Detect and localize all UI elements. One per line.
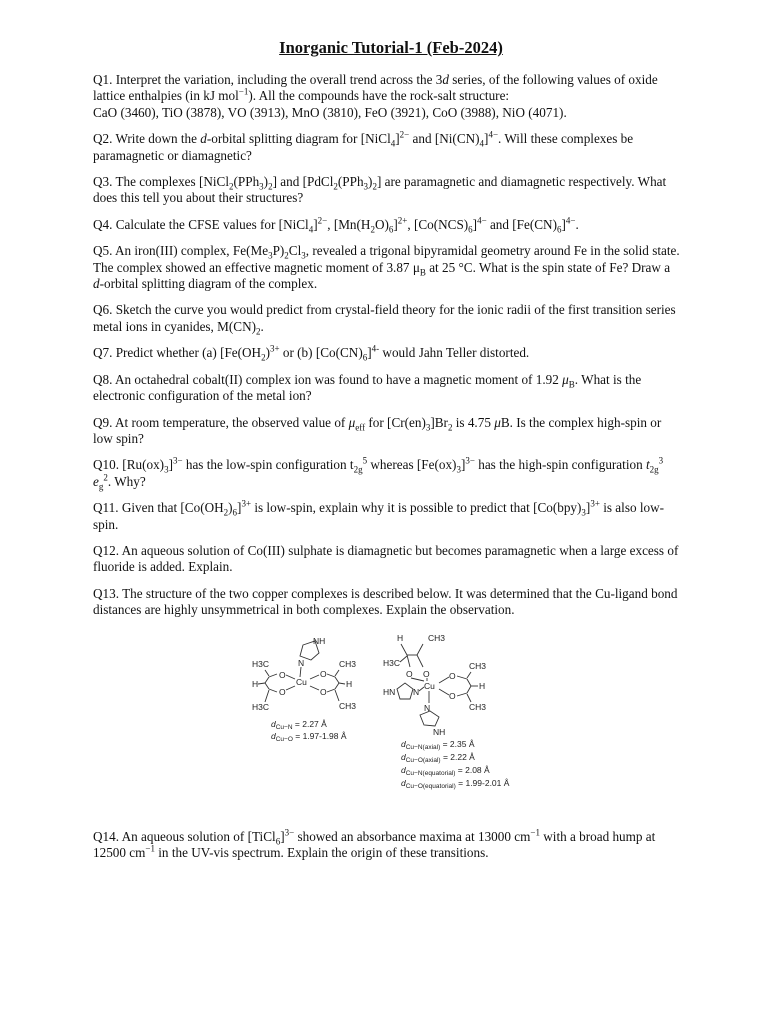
svg-text:CH3: CH3: [469, 701, 487, 712]
copper-complexes-structures: [93, 629, 683, 807]
svg-text:N: N: [413, 686, 420, 697]
question-q5: Q5. An iron(III) complex, $Fe(Me_3P)_2Cl_3$, revealed a trigonal bipyramidal geometry around Fe in the solid state. The complex showed an effective magnetic moment of 3.87 $\mu_B$ at 25 °C. What is the spin state of Fe? Draw a d-orbital splitting diagram of the complex.: [93, 243, 680, 292]
question-q1: Q1. Interpret the variation, including the overall trend across the 3d series, of the following values of oxide lattice enthalpies (in kJ mol$^{-1}$). All the compounds have the rock-salt structure: CaO (3460), TiO (3878), VO (3913), MnO (3810), FeO (3921), CoO (3988), NiO (4071).: [93, 72, 658, 120]
svg-text:NH: NH: [313, 635, 326, 646]
left-complex-structure: [252, 636, 356, 743]
question-q3: Q3. The complexes $[NiCl_2(PPh_3)_2]$ and $[PdCl_2(PPh_3)_2]$ are paramagnetic and diamagnetic respectively. What does this tell you about their structures?: [93, 174, 667, 206]
svg-text:O: O: [406, 668, 413, 679]
svg-text:dCu−O = 1.97-1.98 Å: $d_{Cu-O} = 1.97-1.98$ Å: [271, 730, 347, 743]
svg-text:O: O: [279, 669, 286, 680]
question-q10: Q10. $[Ru(ox)_3]^{3-}$ has the low-spin configuration $t_{2g}^5$ whereas $[Fe(ox)_3]^{3-}$ has the high-spin configuration $t_{2g}^3$ $e_g^2$. Why?: [93, 455, 664, 492]
document-title: Inorganic Tutorial-1 (Feb-2024): [279, 38, 503, 57]
right-distances: [401, 739, 510, 790]
svg-text:NH: NH: [433, 726, 446, 737]
svg-text:CH3: CH3: [339, 700, 357, 711]
svg-text:dCu−N(axial) = 2.35 Å: $d_{Cu-N(axial)} = 2.35$ Å: [401, 738, 475, 751]
question-q12: Q12. An aqueous solution of Co(III) sulphate is diamagnetic but becomes paramagnetic when a large excess of fluoride is added. Explain.: [93, 542, 679, 575]
question-q11: Q11. Given that $[Co(OH_2)_6]^{3+}$ is low-spin, explain why it is possible to predict that $[Co(bpy)_3]^{3+}$ is also low-spin.: [93, 498, 665, 532]
imidazole-ring-bottom: [420, 711, 439, 726]
svg-text:O: O: [449, 670, 456, 681]
svg-text:dCu−N(equatorial) = 2.08 Å: $d_{Cu-N(equatorial)} = 2.08$ Å: [401, 764, 490, 777]
svg-text:CH3: CH3: [469, 660, 487, 671]
svg-text:dCu−O(equatorial) = 1.99-2.01: $d_{Cu-O(equatorial)} = 1.99-2.01$ Å: [401, 777, 510, 790]
svg-text:H: H: [252, 678, 259, 689]
svg-text:H3C: H3C: [252, 701, 270, 712]
svg-text:Cu: Cu: [424, 680, 435, 691]
svg-text:H: H: [346, 678, 353, 689]
svg-text:O: O: [320, 668, 327, 679]
svg-text:H: H: [397, 632, 404, 643]
right-complex-structure: [383, 633, 510, 790]
svg-text:Cu: Cu: [296, 676, 307, 687]
svg-text:dCu−O(axial) = 2.22 Å: $d_{Cu-O(axial)} = 2.22$ Å: [401, 751, 475, 764]
question-q9: Q9. At room temperature, the observed value of $\mu_{eff}$ for $[Cr(en)_3]Br_2$ is 4.75 μB. Is the complex high-spin or low spin?: [93, 414, 662, 446]
question-q2: Q2. Write down the d-orbital splitting diagram for [NiCl$_4$]$^{2-}$ and $[Ni(CN)_4]^{4-}$. Will these complexes be paramagnetic or diamagnetic?: [93, 129, 634, 163]
svg-text:N: N: [424, 702, 431, 713]
svg-text:H: H: [479, 680, 486, 691]
svg-text:H3C: H3C: [383, 657, 401, 668]
copper-complexes-figure: [93, 629, 683, 807]
svg-text:N: N: [298, 657, 305, 668]
svg-text:O: O: [423, 668, 430, 679]
svg-text:dCu−N = 2.27 Å: $d_{Cu-N} = 2.27$ Å: [271, 718, 327, 731]
question-q6: Q6. Sketch the curve you would predict from crystal-field theory for the ionic radii of the first transition series metal ions in cyanides, $M(CN)_2$.: [93, 302, 676, 337]
svg-text:CH3: CH3: [339, 658, 357, 669]
left-distances: [271, 719, 347, 743]
document-page: [93, 38, 683, 871]
svg-text:O: O: [449, 690, 456, 701]
imidazole-ring-left: [397, 683, 413, 699]
question-q8: Q8. An octahedral cobalt(II) complex ion was found to have a magnetic moment of 1.92 $\mu_B$. What is the electronic configuration of the metal ion?: [93, 371, 642, 404]
svg-text:CH3: CH3: [428, 632, 446, 643]
question-q7: Q7. Predict whether (a) [$Fe(OH_2)^{3+}$ or (b) $[Co(CN)_6]^{4-}$ would Jahn Teller distorted.: [93, 343, 530, 363]
svg-text:O: O: [279, 686, 286, 697]
question-q4: Q4. Calculate the CFSE values for [NiCl$_4$]$^{2-}$, $[Mn(H_2O)_6]^{2+}$, $[Co(NCS)_6]^{4-}$ and $[Fe(CN)_6]^{4-}$.: [93, 215, 579, 235]
svg-text:HN: HN: [383, 686, 396, 697]
svg-text:O: O: [320, 686, 327, 697]
question-q14: Q14. An aqueous solution of [TiCl$_6$]$^{3-}$ showed an absorbance maxima at 13000 $cm^{-1}$ with a broad hump at 12500 $cm^{-1}$ in the UV-vis spectrum. Explain the origin of these transitions.: [93, 827, 656, 860]
svg-text:H3C: H3C: [252, 658, 270, 669]
question-q13: Q13. The structure of the two copper complexes is described below. It was determined that the Cu-ligand bond distances are highly unsymmetrical in both complexes. Explain the observation.: [93, 585, 678, 618]
